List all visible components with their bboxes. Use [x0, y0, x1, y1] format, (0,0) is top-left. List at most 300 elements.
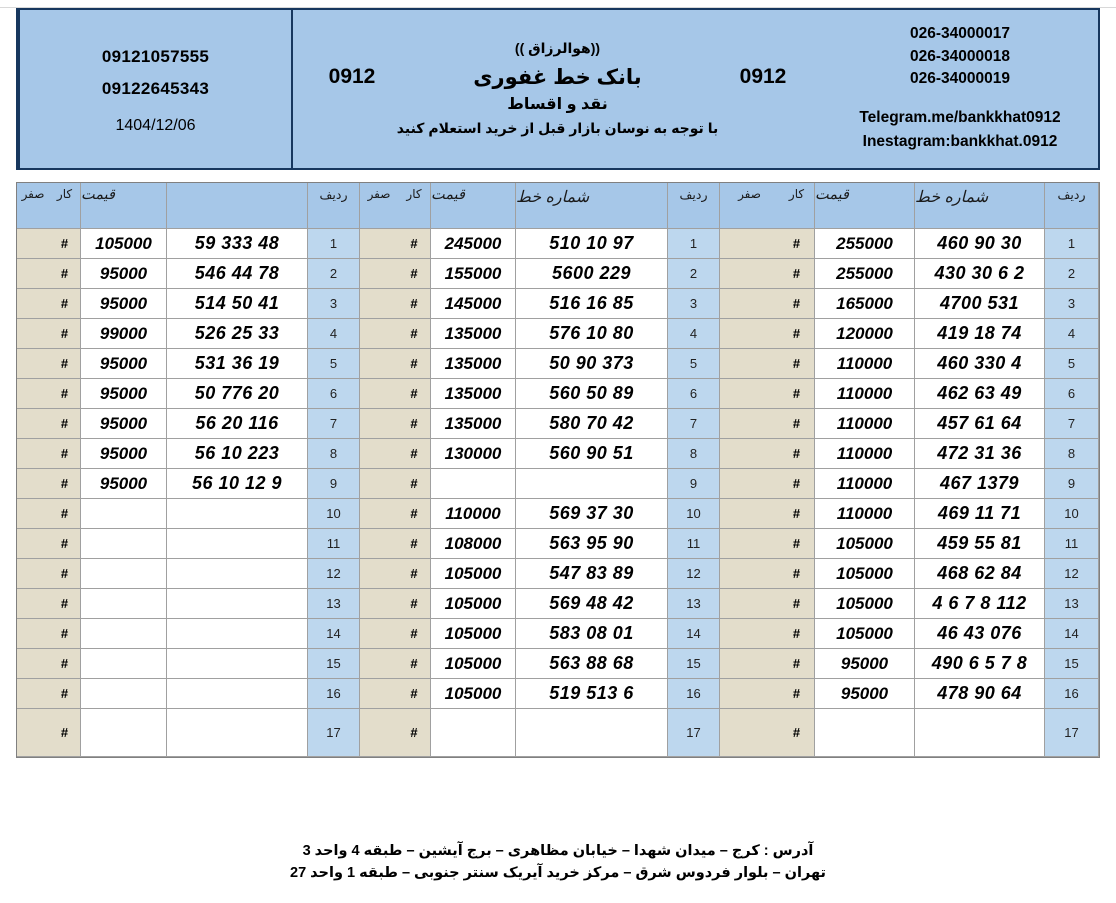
line-number-cell	[516, 469, 668, 499]
sefr-cell	[720, 349, 779, 379]
row-index-cell: 3	[1045, 289, 1099, 319]
sefr-cell	[17, 709, 49, 757]
line-number-cell: 430 30 6 2	[915, 259, 1045, 289]
sefr-cell	[17, 499, 49, 529]
table-row[interactable]	[17, 409, 360, 439]
header-contact-right	[822, 10, 1098, 168]
kar-marker-cell: #	[779, 709, 815, 757]
row-index-cell: 3	[308, 289, 360, 319]
sefr-cell	[720, 319, 779, 349]
row-index-cell: 5	[308, 349, 360, 379]
kar-marker-cell: #	[49, 679, 81, 709]
row-index-cell: 9	[668, 469, 720, 499]
price-cell: 155000	[431, 259, 516, 289]
table-row[interactable]	[360, 559, 720, 589]
table-row[interactable]	[360, 439, 720, 469]
kar-marker-cell: #	[49, 259, 81, 289]
line-number-cell: 514 50 41	[167, 289, 308, 319]
row-index-cell: 2	[308, 259, 360, 289]
sefr-cell	[360, 649, 398, 679]
table-row[interactable]	[360, 619, 720, 649]
line-number-cell: 510 10 97	[516, 229, 668, 259]
row-index-cell: 1	[308, 229, 360, 259]
table-row[interactable]	[17, 649, 360, 679]
price-cell: 105000	[431, 559, 516, 589]
price-cell: 105000	[815, 589, 915, 619]
row-index-cell: 14	[668, 619, 720, 649]
table-row[interactable]	[720, 349, 1099, 379]
instagram-link[interactable]: Inestagram:bankkhat.0912	[862, 132, 1058, 150]
kar-marker-cell: #	[398, 439, 431, 469]
row-index-cell: 9	[308, 469, 360, 499]
price-cell: 145000	[431, 289, 516, 319]
market-notice: با توجه به نوسان بازار قبل از خرید استعلام کنید	[396, 119, 719, 136]
table-row[interactable]	[720, 409, 1099, 439]
column-header-price: قیمت	[815, 183, 915, 229]
kar-marker-cell: #	[398, 319, 431, 349]
kar-marker-cell: #	[398, 499, 431, 529]
kar-marker-cell: #	[49, 229, 81, 259]
price-cell: 110000	[815, 439, 915, 469]
price-cell: 130000	[431, 439, 516, 469]
row-index-cell: 6	[1045, 379, 1099, 409]
address-karaj: آدرس : کرج – میدان شهدا – خیابان مظاهری – برج آیشین – طبقه 4 واحد 3	[302, 843, 814, 859]
sefr-cell	[720, 379, 779, 409]
row-index-cell: 8	[308, 439, 360, 469]
row-index-cell: 13	[668, 589, 720, 619]
table-row[interactable]	[17, 439, 360, 469]
header-title-block	[291, 10, 822, 168]
line-number-cell	[167, 649, 308, 679]
row-index-cell: 9	[1045, 469, 1099, 499]
row-index-cell: 17	[308, 709, 360, 757]
sefr-cell	[360, 439, 398, 469]
column-header-line-number	[167, 183, 308, 229]
table-row[interactable]	[17, 469, 360, 499]
kar-marker-cell: #	[779, 469, 815, 499]
sefr-cell	[17, 469, 49, 499]
line-number-cell	[167, 589, 308, 619]
table-row[interactable]	[720, 499, 1099, 529]
kar-marker-cell: #	[779, 409, 815, 439]
prefix-right: 0912	[739, 65, 787, 88]
price-cell: 135000	[431, 349, 516, 379]
sefr-cell	[720, 289, 779, 319]
price-cell: 120000	[815, 319, 915, 349]
kar-marker-cell: #	[49, 379, 81, 409]
row-index-cell: 8	[1045, 439, 1099, 469]
sefr-cell	[720, 529, 779, 559]
line-number-cell: 419 18 74	[915, 319, 1045, 349]
kar-marker-cell: #	[49, 589, 81, 619]
kar-marker-cell: #	[779, 229, 815, 259]
price-cell: 95000	[81, 409, 167, 439]
sefr-cell	[360, 289, 398, 319]
table-row[interactable]	[720, 709, 1099, 757]
table-row[interactable]	[360, 259, 720, 289]
table-row[interactable]	[17, 559, 360, 589]
price-list-date: 1404/12/06	[115, 117, 196, 134]
sefr-cell	[360, 319, 398, 349]
kar-marker-cell: #	[49, 499, 81, 529]
price-table-block-1	[720, 183, 1099, 757]
table-row[interactable]	[720, 679, 1099, 709]
price-cell: 110000	[815, 409, 915, 439]
table-row[interactable]	[17, 709, 360, 757]
price-table-block-2	[360, 183, 720, 757]
price-cell: 105000	[431, 679, 516, 709]
sefr-cell	[360, 679, 398, 709]
column-header-kar: کار	[779, 183, 815, 229]
table-row[interactable]	[360, 349, 720, 379]
price-cell	[81, 619, 167, 649]
header-contact-left	[18, 10, 291, 168]
row-index-cell: 16	[668, 679, 720, 709]
column-header-radif: ردیف	[668, 183, 720, 229]
table-row[interactable]	[720, 259, 1099, 289]
line-number-cell: 547 83 89	[516, 559, 668, 589]
row-index-cell: 1	[1045, 229, 1099, 259]
table-row[interactable]	[360, 679, 720, 709]
social-links	[859, 106, 1060, 153]
line-number-cell: 50 776 20	[167, 379, 308, 409]
sefr-cell	[360, 409, 398, 439]
table-row[interactable]	[17, 379, 360, 409]
row-index-cell: 6	[308, 379, 360, 409]
page-header	[16, 8, 1100, 170]
row-index-cell: 5	[1045, 349, 1099, 379]
page-top-strip	[0, 0, 1116, 8]
table-row[interactable]	[360, 319, 720, 349]
kar-marker-cell: #	[779, 259, 815, 289]
column-header-line-number: شماره خط	[915, 183, 1045, 229]
kar-marker-cell: #	[398, 409, 431, 439]
price-cell: 110000	[815, 469, 915, 499]
line-number-cell: 526 25 33	[167, 319, 308, 349]
sefr-cell	[720, 649, 779, 679]
table-row[interactable]	[720, 469, 1099, 499]
price-cell: 105000	[815, 529, 915, 559]
column-header-price: قیمت	[81, 183, 167, 229]
kar-marker-cell: #	[49, 649, 81, 679]
table-row[interactable]	[360, 529, 720, 559]
kar-marker-cell: #	[398, 229, 431, 259]
table-row[interactable]	[17, 529, 360, 559]
price-cell: 135000	[431, 319, 516, 349]
table-row[interactable]	[17, 289, 360, 319]
line-number-cell: 46 43 076	[915, 619, 1045, 649]
line-number-cell: 516 16 85	[516, 289, 668, 319]
row-index-cell: 15	[308, 649, 360, 679]
sefr-cell	[17, 289, 49, 319]
kar-marker-cell: #	[398, 289, 431, 319]
mobile-number-2: 09122645343	[101, 79, 210, 98]
line-number-cell: 569 48 42	[516, 589, 668, 619]
line-number-cell: 467 1379	[915, 469, 1045, 499]
sefr-cell	[720, 469, 779, 499]
price-cell: 108000	[431, 529, 516, 559]
price-cell: 99000	[81, 319, 167, 349]
line-number-cell: 460 330 4	[915, 349, 1045, 379]
column-header-price: قیمت	[431, 183, 516, 229]
column-header-radif: ردیف	[308, 183, 360, 229]
row-index-cell: 3	[668, 289, 720, 319]
price-cell	[815, 709, 915, 757]
price-cell: 105000	[81, 229, 167, 259]
price-cell: 95000	[81, 439, 167, 469]
table-row[interactable]	[720, 379, 1099, 409]
sefr-cell	[720, 709, 779, 757]
line-number-cell: 457 61 64	[915, 409, 1045, 439]
row-index-cell: 11	[1045, 529, 1099, 559]
sefr-cell	[17, 259, 49, 289]
sefr-cell	[360, 349, 398, 379]
price-cell: 95000	[81, 289, 167, 319]
kar-marker-cell: #	[779, 619, 815, 649]
sefr-cell	[360, 559, 398, 589]
line-number-cell: 50 90 373	[516, 349, 668, 379]
row-index-cell: 13	[308, 589, 360, 619]
price-cell: 105000	[431, 589, 516, 619]
table-row[interactable]	[360, 379, 720, 409]
line-number-cell: 531 36 19	[167, 349, 308, 379]
row-index-cell: 12	[668, 559, 720, 589]
table-row[interactable]	[17, 319, 360, 349]
sefr-cell	[360, 589, 398, 619]
price-cell: 105000	[815, 619, 915, 649]
kar-marker-cell: #	[398, 709, 431, 757]
kar-marker-cell: #	[398, 379, 431, 409]
kar-marker-cell: #	[398, 679, 431, 709]
row-index-cell: 7	[668, 409, 720, 439]
sefr-cell	[360, 709, 398, 757]
table-row[interactable]	[720, 619, 1099, 649]
kar-marker-cell: #	[779, 319, 815, 349]
line-number-cell: 580 70 42	[516, 409, 668, 439]
row-index-cell: 17	[1045, 709, 1099, 757]
price-cell	[81, 709, 167, 757]
sefr-cell	[17, 409, 49, 439]
payment-terms: نقد و اقساط	[507, 95, 608, 113]
line-number-cell: 468 62 84	[915, 559, 1045, 589]
line-number-cell	[915, 709, 1045, 757]
kar-marker-cell: #	[398, 619, 431, 649]
sefr-cell	[720, 499, 779, 529]
sefr-cell	[720, 619, 779, 649]
table-row[interactable]	[17, 589, 360, 619]
kar-marker-cell: #	[398, 589, 431, 619]
price-cell: 110000	[815, 379, 915, 409]
table-row[interactable]	[360, 589, 720, 619]
line-number-cell: 560 50 89	[516, 379, 668, 409]
sefr-cell	[360, 229, 398, 259]
line-number-cell: 5600 229	[516, 259, 668, 289]
table-row[interactable]	[17, 259, 360, 289]
table-row[interactable]	[360, 499, 720, 529]
table-header-row	[360, 183, 720, 229]
table-row[interactable]	[720, 589, 1099, 619]
price-cell: 245000	[431, 229, 516, 259]
sefr-cell	[17, 559, 49, 589]
kar-marker-cell: #	[398, 559, 431, 589]
sefr-cell	[360, 379, 398, 409]
row-index-cell: 4	[668, 319, 720, 349]
price-cell	[81, 589, 167, 619]
line-number-cell: 56 10 12 9	[167, 469, 308, 499]
table-row[interactable]	[720, 229, 1099, 259]
table-row[interactable]	[17, 349, 360, 379]
kar-marker-cell: #	[779, 529, 815, 559]
price-cell	[431, 469, 516, 499]
table-header-row	[720, 183, 1099, 229]
price-cell	[81, 529, 167, 559]
column-header-kar: کار	[398, 183, 431, 229]
line-number-cell	[167, 619, 308, 649]
line-number-cell: 56 10 223	[167, 439, 308, 469]
line-number-cell: 519 513 6	[516, 679, 668, 709]
price-cell: 95000	[81, 379, 167, 409]
line-number-cell: 469 11 71	[915, 499, 1045, 529]
table-row[interactable]	[720, 529, 1099, 559]
sefr-cell	[17, 229, 49, 259]
row-index-cell: 7	[308, 409, 360, 439]
table-row[interactable]	[720, 649, 1099, 679]
line-number-cell	[516, 709, 668, 757]
landline-3: 026-34000019	[910, 69, 1010, 87]
sefr-cell	[17, 529, 49, 559]
line-number-cell: 4700 531	[915, 289, 1045, 319]
address-tehran: تهران – بلوار فردوس شرق – مرکز خرید آیریک سنتر جنوبی – طبقه 1 واحد 27	[290, 865, 826, 882]
kar-marker-cell: #	[779, 379, 815, 409]
line-number-cell: 576 10 80	[516, 319, 668, 349]
table-row[interactable]	[360, 229, 720, 259]
kar-marker-cell: #	[49, 409, 81, 439]
row-index-cell: 10	[1045, 499, 1099, 529]
table-row[interactable]	[720, 439, 1099, 469]
row-index-cell: 14	[1045, 619, 1099, 649]
sefr-cell	[17, 619, 49, 649]
kar-marker-cell: #	[49, 349, 81, 379]
sefr-cell	[17, 679, 49, 709]
sefr-cell	[17, 349, 49, 379]
sefr-cell	[17, 379, 49, 409]
row-index-cell: 5	[668, 349, 720, 379]
price-cell: 105000	[431, 649, 516, 679]
row-index-cell: 13	[1045, 589, 1099, 619]
kar-marker-cell: #	[779, 559, 815, 589]
table-row[interactable]	[720, 289, 1099, 319]
telegram-link[interactable]: Telegram.me/bankkhat0912	[859, 109, 1061, 127]
sefr-cell	[17, 649, 49, 679]
kar-marker-cell: #	[49, 559, 81, 589]
line-number-cell	[167, 529, 308, 559]
sefr-cell	[720, 439, 779, 469]
table-row[interactable]	[720, 559, 1099, 589]
row-index-cell: 10	[668, 499, 720, 529]
row-index-cell: 2	[668, 259, 720, 289]
price-cell: 105000	[431, 619, 516, 649]
kar-marker-cell: #	[779, 289, 815, 319]
sefr-cell	[17, 439, 49, 469]
kar-marker-cell: #	[398, 649, 431, 679]
price-cell: 105000	[815, 559, 915, 589]
row-index-cell: 2	[1045, 259, 1099, 289]
row-index-cell: 15	[1045, 649, 1099, 679]
price-cell: 110000	[815, 499, 915, 529]
line-number-cell	[167, 499, 308, 529]
kar-marker-cell: #	[779, 679, 815, 709]
sefr-cell	[720, 679, 779, 709]
table-row[interactable]	[720, 319, 1099, 349]
table-row[interactable]	[360, 469, 720, 499]
line-number-cell: 460 90 30	[915, 229, 1045, 259]
line-number-cell	[167, 709, 308, 757]
price-cell: 255000	[815, 229, 915, 259]
kar-marker-cell: #	[398, 259, 431, 289]
prefix-left: 0912	[328, 65, 376, 88]
table-row[interactable]	[17, 229, 360, 259]
line-number-cell: 478 90 64	[915, 679, 1045, 709]
table-row[interactable]	[360, 649, 720, 679]
kar-marker-cell: #	[49, 619, 81, 649]
row-index-cell: 11	[668, 529, 720, 559]
price-cell: 135000	[431, 409, 516, 439]
kar-marker-cell: #	[779, 649, 815, 679]
shop-title-row	[307, 65, 808, 90]
table-row[interactable]	[360, 709, 720, 757]
kar-marker-cell: #	[398, 469, 431, 499]
line-number-cell: 563 88 68	[516, 649, 668, 679]
line-number-cell: 560 90 51	[516, 439, 668, 469]
line-number-cell: 4 6 7 8 112	[915, 589, 1045, 619]
price-table-block-3	[17, 183, 360, 757]
sefr-cell	[360, 529, 398, 559]
table-row[interactable]	[17, 679, 360, 709]
table-row[interactable]	[17, 619, 360, 649]
sefr-cell	[17, 589, 49, 619]
kar-marker-cell: #	[49, 439, 81, 469]
table-header-row	[17, 183, 360, 229]
table-row[interactable]	[360, 289, 720, 319]
sefr-cell	[360, 499, 398, 529]
row-index-cell: 15	[668, 649, 720, 679]
price-cell: 95000	[81, 349, 167, 379]
row-index-cell: 16	[1045, 679, 1099, 709]
price-cell: 255000	[815, 259, 915, 289]
row-index-cell: 4	[1045, 319, 1099, 349]
sefr-cell	[720, 559, 779, 589]
table-row[interactable]	[17, 499, 360, 529]
kar-marker-cell: #	[779, 439, 815, 469]
line-number-cell: 563 95 90	[516, 529, 668, 559]
price-cell: 135000	[431, 379, 516, 409]
basmala-text: ((هوالرزاق ))	[514, 39, 601, 56]
row-index-cell: 12	[308, 559, 360, 589]
row-index-cell: 17	[668, 709, 720, 757]
column-header-sefr: صفر	[720, 183, 779, 229]
row-index-cell: 6	[668, 379, 720, 409]
sefr-cell	[17, 319, 49, 349]
sefr-cell	[720, 229, 779, 259]
kar-marker-cell: #	[49, 709, 81, 757]
price-cell	[431, 709, 516, 757]
row-index-cell: 14	[308, 619, 360, 649]
price-cell: 165000	[815, 289, 915, 319]
line-number-cell: 472 31 36	[915, 439, 1045, 469]
table-row[interactable]	[360, 409, 720, 439]
kar-marker-cell: #	[49, 319, 81, 349]
column-header-sefr: صفر	[360, 183, 398, 229]
